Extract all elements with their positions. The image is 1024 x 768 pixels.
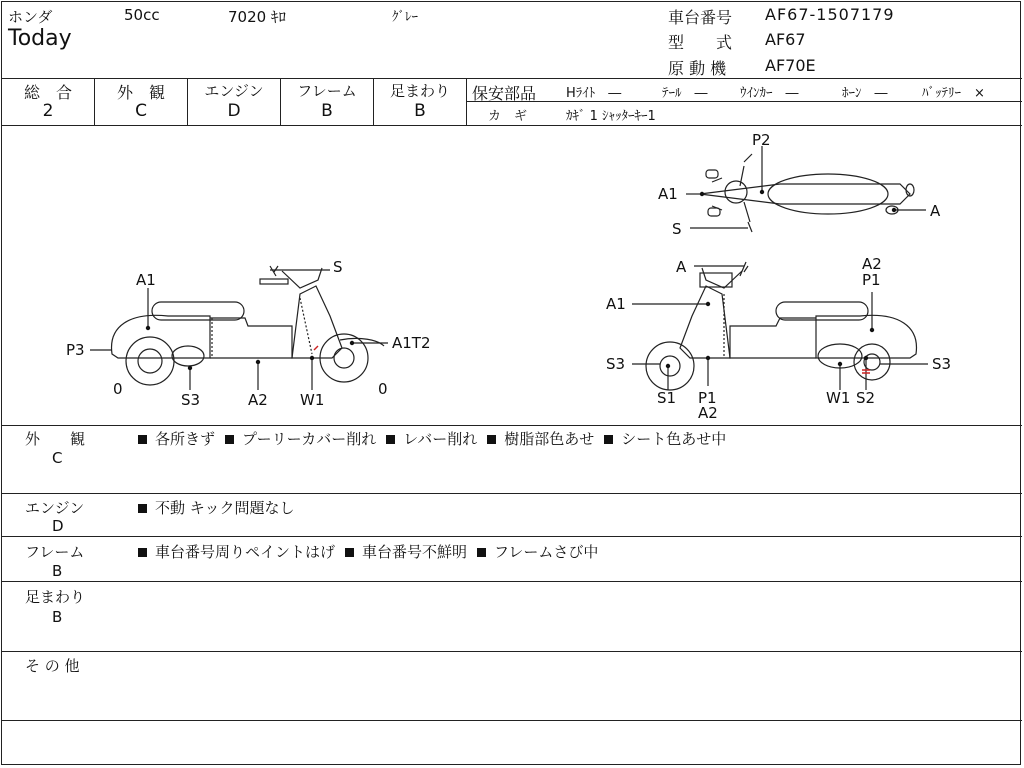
remark-frame-grade: B	[52, 562, 63, 580]
type-value: AF67	[765, 30, 806, 49]
label-right-p1-top: P1	[862, 271, 881, 289]
mileage: 7020 ｷﾛ	[228, 8, 286, 26]
key-label: カ ギ	[488, 109, 528, 124]
grade-frame-label: フレーム	[297, 82, 357, 100]
safety-battery: ﾊﾞｯﾃﾘｰ ×	[922, 86, 985, 101]
maker: ホンダ	[8, 8, 53, 26]
leader-lines	[90, 146, 928, 390]
remark-suspension-category: 足まわり	[25, 588, 86, 606]
label-right-a2-top: A2	[862, 255, 882, 273]
remark-exterior-category: 外 観	[25, 430, 86, 448]
remark-engine-category: エンジン	[25, 499, 85, 517]
scooter-top-view	[700, 154, 914, 232]
safety-horn: ﾎｰﾝ ―	[842, 86, 888, 101]
safety-winker: ｳｲﾝｶｰ ―	[740, 86, 799, 101]
label-top-s: S	[672, 220, 682, 238]
grade-engine-value: D	[227, 101, 241, 121]
damage-diagram	[0, 126, 1022, 424]
remark-other-category: そ の 他	[25, 657, 80, 675]
label-top-p2: P2	[752, 131, 771, 149]
remark-suspension-grade: B	[52, 608, 63, 626]
label-left-w1: W1	[300, 391, 325, 409]
grade-overall-label: 総 合	[23, 83, 72, 102]
grade-suspension-label: 足まわり	[389, 82, 450, 100]
safety-title: 保安部品	[472, 84, 537, 103]
label-right-s3: S3	[606, 355, 626, 373]
label-right-a: A	[676, 258, 687, 276]
label-left-a1: A1	[136, 271, 156, 289]
label-right-s2: S2	[856, 389, 876, 407]
displacement: 50cc	[124, 6, 160, 24]
grade-suspension-value: B	[414, 101, 426, 121]
safety-headlight: Hﾗｲﾄ ―	[566, 86, 622, 101]
engine-label: 原 動 機	[668, 59, 727, 78]
label-top-a: A	[930, 202, 941, 220]
remark-exterior-grade: C	[52, 449, 63, 467]
label-right-a2-bottom: A2	[698, 404, 718, 422]
safety-taillight: ﾃｰﾙ ―	[662, 86, 708, 101]
remark-engine-notes: 不動 キック問題なし	[138, 497, 304, 518]
frame-no: AF67-1507179	[765, 5, 895, 24]
label-right-p1-bottom: P1	[698, 389, 717, 407]
model-name: Today	[8, 26, 72, 51]
marker-dots	[146, 190, 896, 370]
grade-overall-value: 2	[42, 101, 54, 121]
label-right-a1: A1	[606, 295, 626, 313]
grade-engine-label: エンジン	[204, 82, 264, 100]
label-left-p3: P3	[66, 341, 85, 359]
label-top-a1: A1	[658, 185, 678, 203]
label-left-s3: S3	[181, 391, 201, 409]
grade-exterior-value: C	[135, 101, 147, 121]
remark-engine-grade: D	[52, 517, 64, 535]
grade-frame-value: B	[321, 101, 333, 121]
label-left-a1t2: A1T2	[392, 334, 431, 352]
remark-frame-notes: 車台番号周りペイントはげ 車台番号不鮮明 フレームさび中	[138, 541, 608, 562]
remark-frame-category: フレーム	[25, 543, 85, 561]
color: ｸﾞﾚｰ	[392, 10, 418, 25]
label-left-zero-a: 0	[113, 380, 123, 398]
frame-no-label: 車台番号	[668, 8, 733, 27]
key-value: ｶｷﾞ 1 ｼｬｯﾀｰｷｰ1	[566, 109, 656, 124]
label-right-s3b: S3	[932, 355, 952, 373]
grade-exterior-label: 外 観	[116, 83, 165, 102]
label-right-s1: S1	[657, 389, 677, 407]
engine-value: AF70E	[765, 56, 816, 75]
label-left-s: S	[333, 258, 343, 276]
label-left-a2: A2	[248, 391, 268, 409]
type-label: 型 式	[668, 33, 733, 52]
label-left-zero-b: 0	[378, 380, 388, 398]
label-right-w1: W1	[826, 389, 851, 407]
remark-exterior-notes: 各所きず プーリーカバー削れ レバー削れ 樹脂部色あせ シート色あせ中	[138, 428, 736, 449]
